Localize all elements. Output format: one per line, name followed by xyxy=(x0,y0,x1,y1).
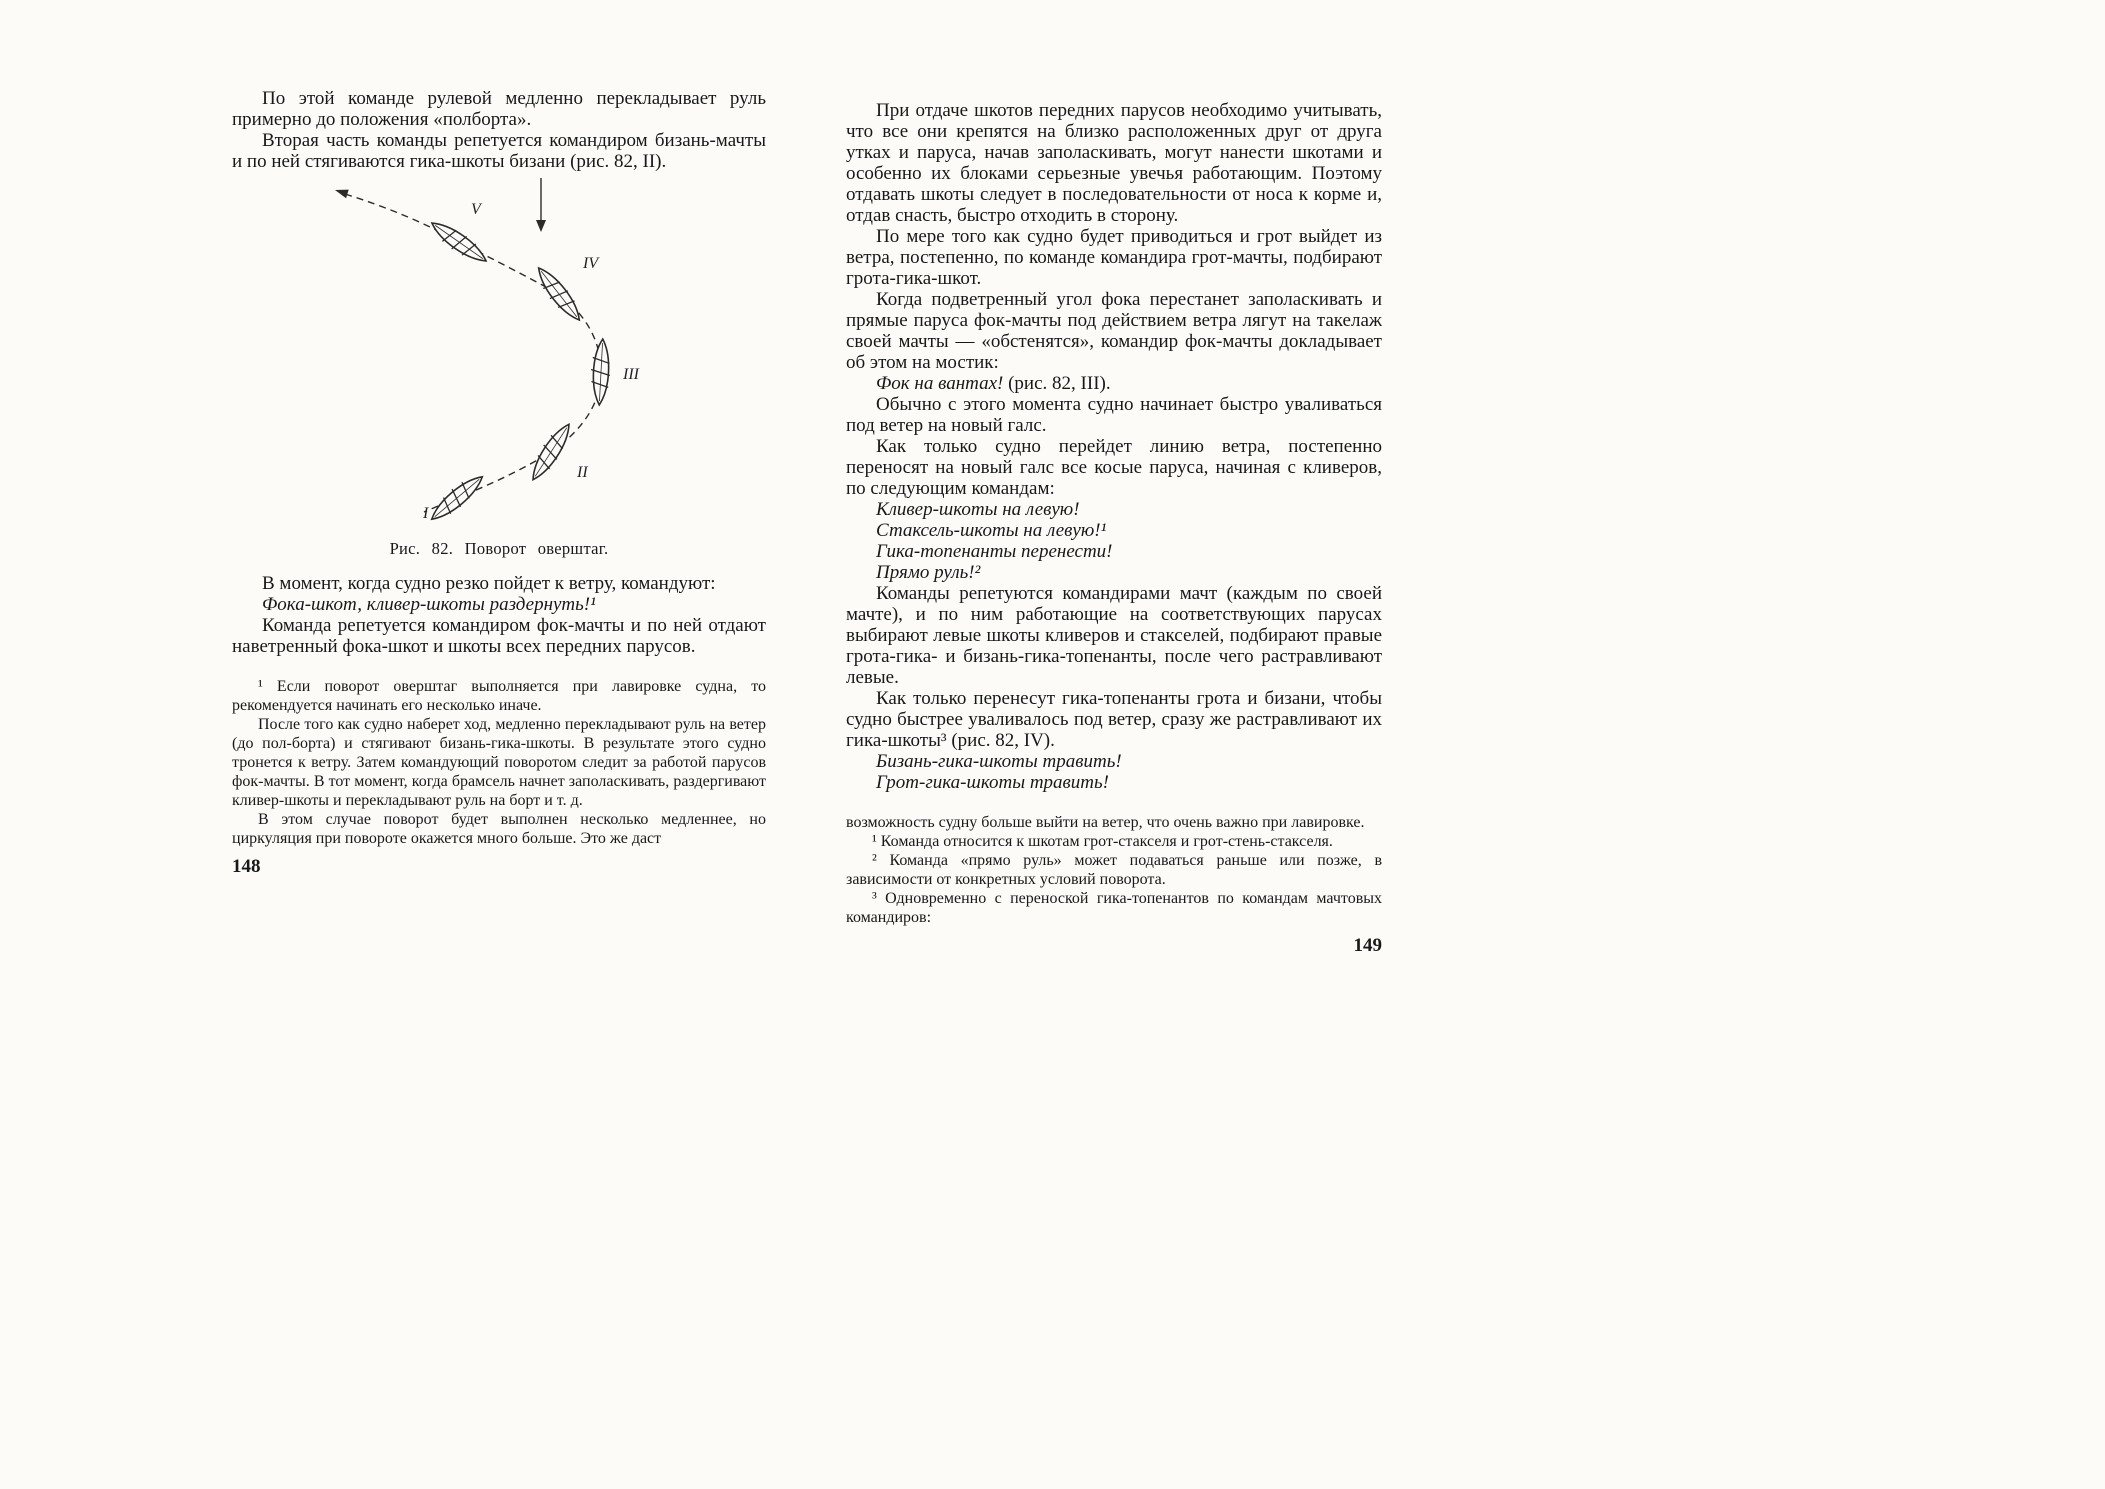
paragraph: Вторая часть команды репетуется командиром бизань-мачты и по ней стягиваются гика-шкоты бизани (рис. 82, II). xyxy=(232,130,766,172)
footnote-continuation: возможность судну больше выйти на ветер, что очень важно при лавировке. xyxy=(846,814,1365,831)
command-line: Грот-гика-шкоты травить! xyxy=(876,772,1109,793)
page-148 xyxy=(232,88,766,878)
wind-arrow-icon xyxy=(536,178,546,232)
command-text: Фок на вантах! xyxy=(876,373,1004,394)
paragraph: Как только судно перейдет линию ветра, постепенно переносят на новый галс все косые паруса, начиная с кливеров, по следующим командам: xyxy=(846,436,1382,499)
ship-position-4 xyxy=(531,262,587,326)
turn-track-line xyxy=(345,194,601,512)
ship-position-2 xyxy=(525,419,577,485)
ship-position-5 xyxy=(426,216,491,269)
footnote: ² Команда «прямо руль» может подаваться раньше или позже, в зависимости от конкретных условий поворота. xyxy=(846,852,1382,888)
command-line: Гика-топенанты перенести! xyxy=(876,541,1113,562)
footnote: После того как судно наберет ход, медленно перекладывают руль на ветер (до пол-борта) и стягивают бизань-гика-шкоты. В результате этого судно тронется к ветру. Затем командующий поворотом следит за работой парусов фок-мачты. В тот момент, когда брамсель начнет заполаскивать, раздергивают кливер-шкоты и перекладывают руль на борт и т. д. xyxy=(232,716,766,809)
paragraph: Как только перенесут гика-топенанты грота и бизани, чтобы судно быстрее уваливалось под ветер, сразу же растравливают их гика-шкоты³ (рис. 82, IV). xyxy=(846,688,1382,751)
page-number-right: 149 xyxy=(1353,935,1382,956)
command-reference: (рис. 82, III). xyxy=(1003,373,1111,394)
command-line: Прямо руль!² xyxy=(876,562,981,583)
position-label-3: III xyxy=(623,366,639,383)
paragraph: При отдаче шкотов передних парусов необходимо учитывать, что все они крепятся на близко расположенных друг от друга утках и паруса, начав заполаскивать, могут нанести шкотами и особенно их блоками серьезные увечья работающим. Поэтому отдавать шкоты следует в последовательности от носа к корме и, отдав снасть, быстро отходить в сторону. xyxy=(846,100,1382,226)
paragraph: Когда подветренный угол фока перестанет заполаскивать и прямые паруса фок-мачты под действием ветра лягут на такелаж своей мачты — «обстенятся», командир фок-мачты докладывает об этом на мостик: xyxy=(846,289,1382,373)
footnote: ¹ Команда относится к шкотам грот-стакселя и грот-стень-стакселя. xyxy=(872,833,1333,850)
figure-82 xyxy=(232,172,766,559)
footnote: В этом случае поворот будет выполнен несколько медленнее, но циркуляция при повороте окажется много больше. Это же даст xyxy=(232,811,766,847)
command-line xyxy=(846,373,1382,394)
new-course-arrow-icon xyxy=(335,190,349,199)
ship-position-1 xyxy=(425,469,488,524)
footnotes-left xyxy=(232,677,766,848)
paragraph: Обычно с этого момента судно начинает быстро уваливаться под ветер на новый галс. xyxy=(846,394,1382,436)
position-label-5: V xyxy=(471,201,481,218)
position-label-2: II xyxy=(577,464,588,481)
command-line: Стаксель-шкоты на левую!¹ xyxy=(876,520,1107,541)
ship-position-3 xyxy=(589,339,611,406)
paragraph: Команды репетуются командирами мачт (каждым по своей мачте), и по ним работающие на соответствующих парусах выбирают левые шкоты кливеров и стакселей, подбирают правые грота-гика- и бизань-гика-топенанты, после чего растравливают левые. xyxy=(846,583,1382,688)
footnotes-right xyxy=(846,813,1382,927)
command-line: Бизань-гика-шкоты травить! xyxy=(876,751,1122,772)
position-label-4: IV xyxy=(583,255,599,272)
command-line: Фока-шкот, кливер-шкоты раздернуть!¹ xyxy=(262,594,596,615)
footnote: ³ Одновременно с переноской гика-топенантов по командам мачтовых командиров: xyxy=(846,890,1382,926)
footnote: ¹ Если поворот оверштаг выполняется при лавировке судна, то рекомендуется начинать его несколько иначе. xyxy=(232,678,766,714)
paragraph: По мере того как судно будет приводиться и грот выйдет из ветра, постепенно, по команде командира грот-мачты, подбирают грота-гика-шкот. xyxy=(846,226,1382,289)
paragraph: В момент, когда судно резко пойдет к ветру, командуют: xyxy=(262,573,716,594)
page-number-left: 148 xyxy=(232,856,261,877)
paragraph: По этой команде рулевой медленно перекладывает руль примерно до положения «полборта». xyxy=(232,88,766,130)
figure-caption: Рис. 82. Поворот оверштаг. xyxy=(389,539,609,558)
command-line: Кливер-шкоты на левую! xyxy=(876,499,1080,520)
position-label-1: I xyxy=(423,505,429,522)
paragraph: Команда репетуется командиром фок-мачты и по ней отдают наветренный фока-шкот и шкоты всех передних парусов. xyxy=(232,615,766,657)
page-149 xyxy=(846,100,1382,957)
tacking-diagram xyxy=(309,172,689,524)
